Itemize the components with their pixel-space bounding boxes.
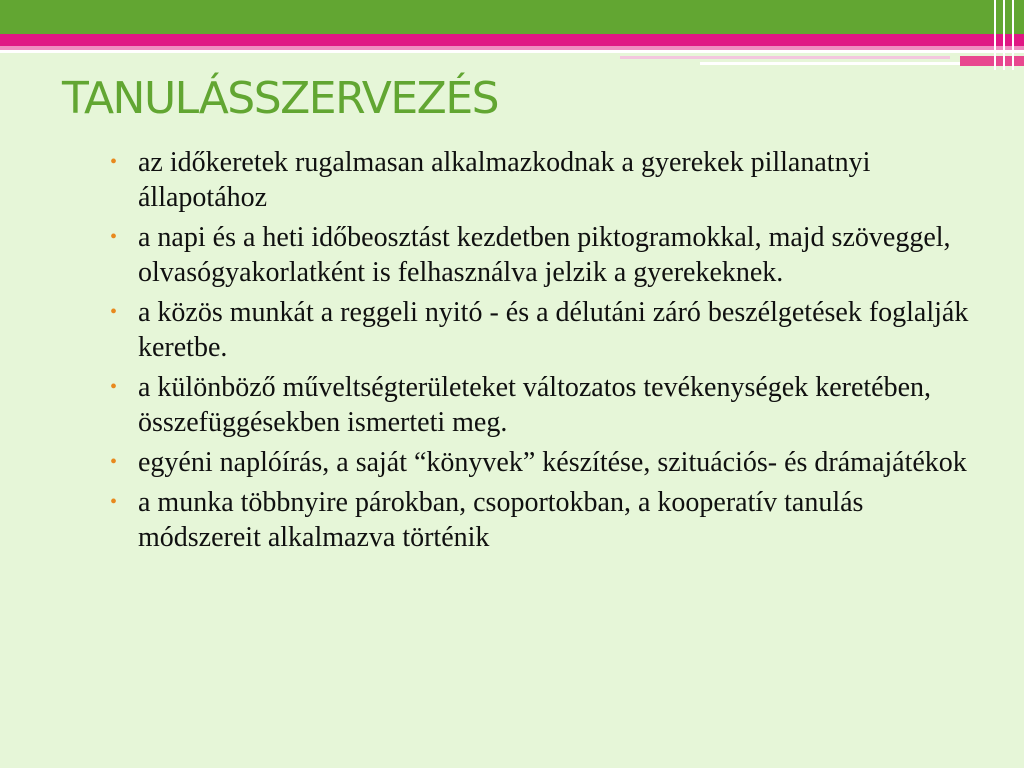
bullet-item (110, 485, 990, 555)
bullet-text: a munka többnyire párokban, csoportokban, a kooperatív tanulás módszereit alkalmazva történik (138, 487, 864, 553)
bullet-item (110, 145, 990, 215)
header-stripe (620, 56, 950, 59)
bullet-text: egyéni naplóírás, a saját “könyvek” készítése, szituációs- és drámajátékok (138, 447, 967, 478)
bullet-dot-icon: • (110, 226, 118, 248)
bullet-text: a különböző műveltségterületeket változatos tevékenységek keretében, összefüggésekben ismerteti meg. (138, 372, 932, 438)
bullet-item (110, 370, 990, 440)
bullet-item (110, 445, 990, 480)
header-stripe (960, 56, 1024, 66)
bullet-item (110, 220, 990, 290)
bullet-text: a közös munkát a reggeli nyitó - és a délutáni záró beszélgetések foglalják keretbe. (138, 297, 969, 363)
bullet-item (110, 295, 990, 365)
header-green-band (0, 0, 1024, 34)
header-vertical-line (994, 0, 996, 70)
bullet-dot-icon: • (110, 301, 118, 323)
bullet-dot-icon: • (110, 151, 118, 173)
bullet-dot-icon: • (110, 491, 118, 513)
bullet-dot-icon: • (110, 376, 118, 398)
header-vertical-line (1003, 0, 1005, 70)
bullet-text: a napi és a heti időbeosztást kezdetben piktogramokkal, majd szöveggel, olvasógyakorlatként is felhasználva jelzik a gyerekeknek. (138, 222, 951, 288)
slide-title: TANULÁSSZERVEZÉS (62, 73, 499, 124)
bullet-text: az időkeretek rugalmasan alkalmazkodnak a gyerekek pillanatnyi állapotához (138, 147, 871, 213)
header-pink-band (0, 34, 1024, 46)
bullet-list (110, 145, 990, 560)
bullet-dot-icon: • (110, 451, 118, 473)
header-vertical-line (1012, 0, 1014, 70)
header-white-band (0, 50, 1024, 53)
